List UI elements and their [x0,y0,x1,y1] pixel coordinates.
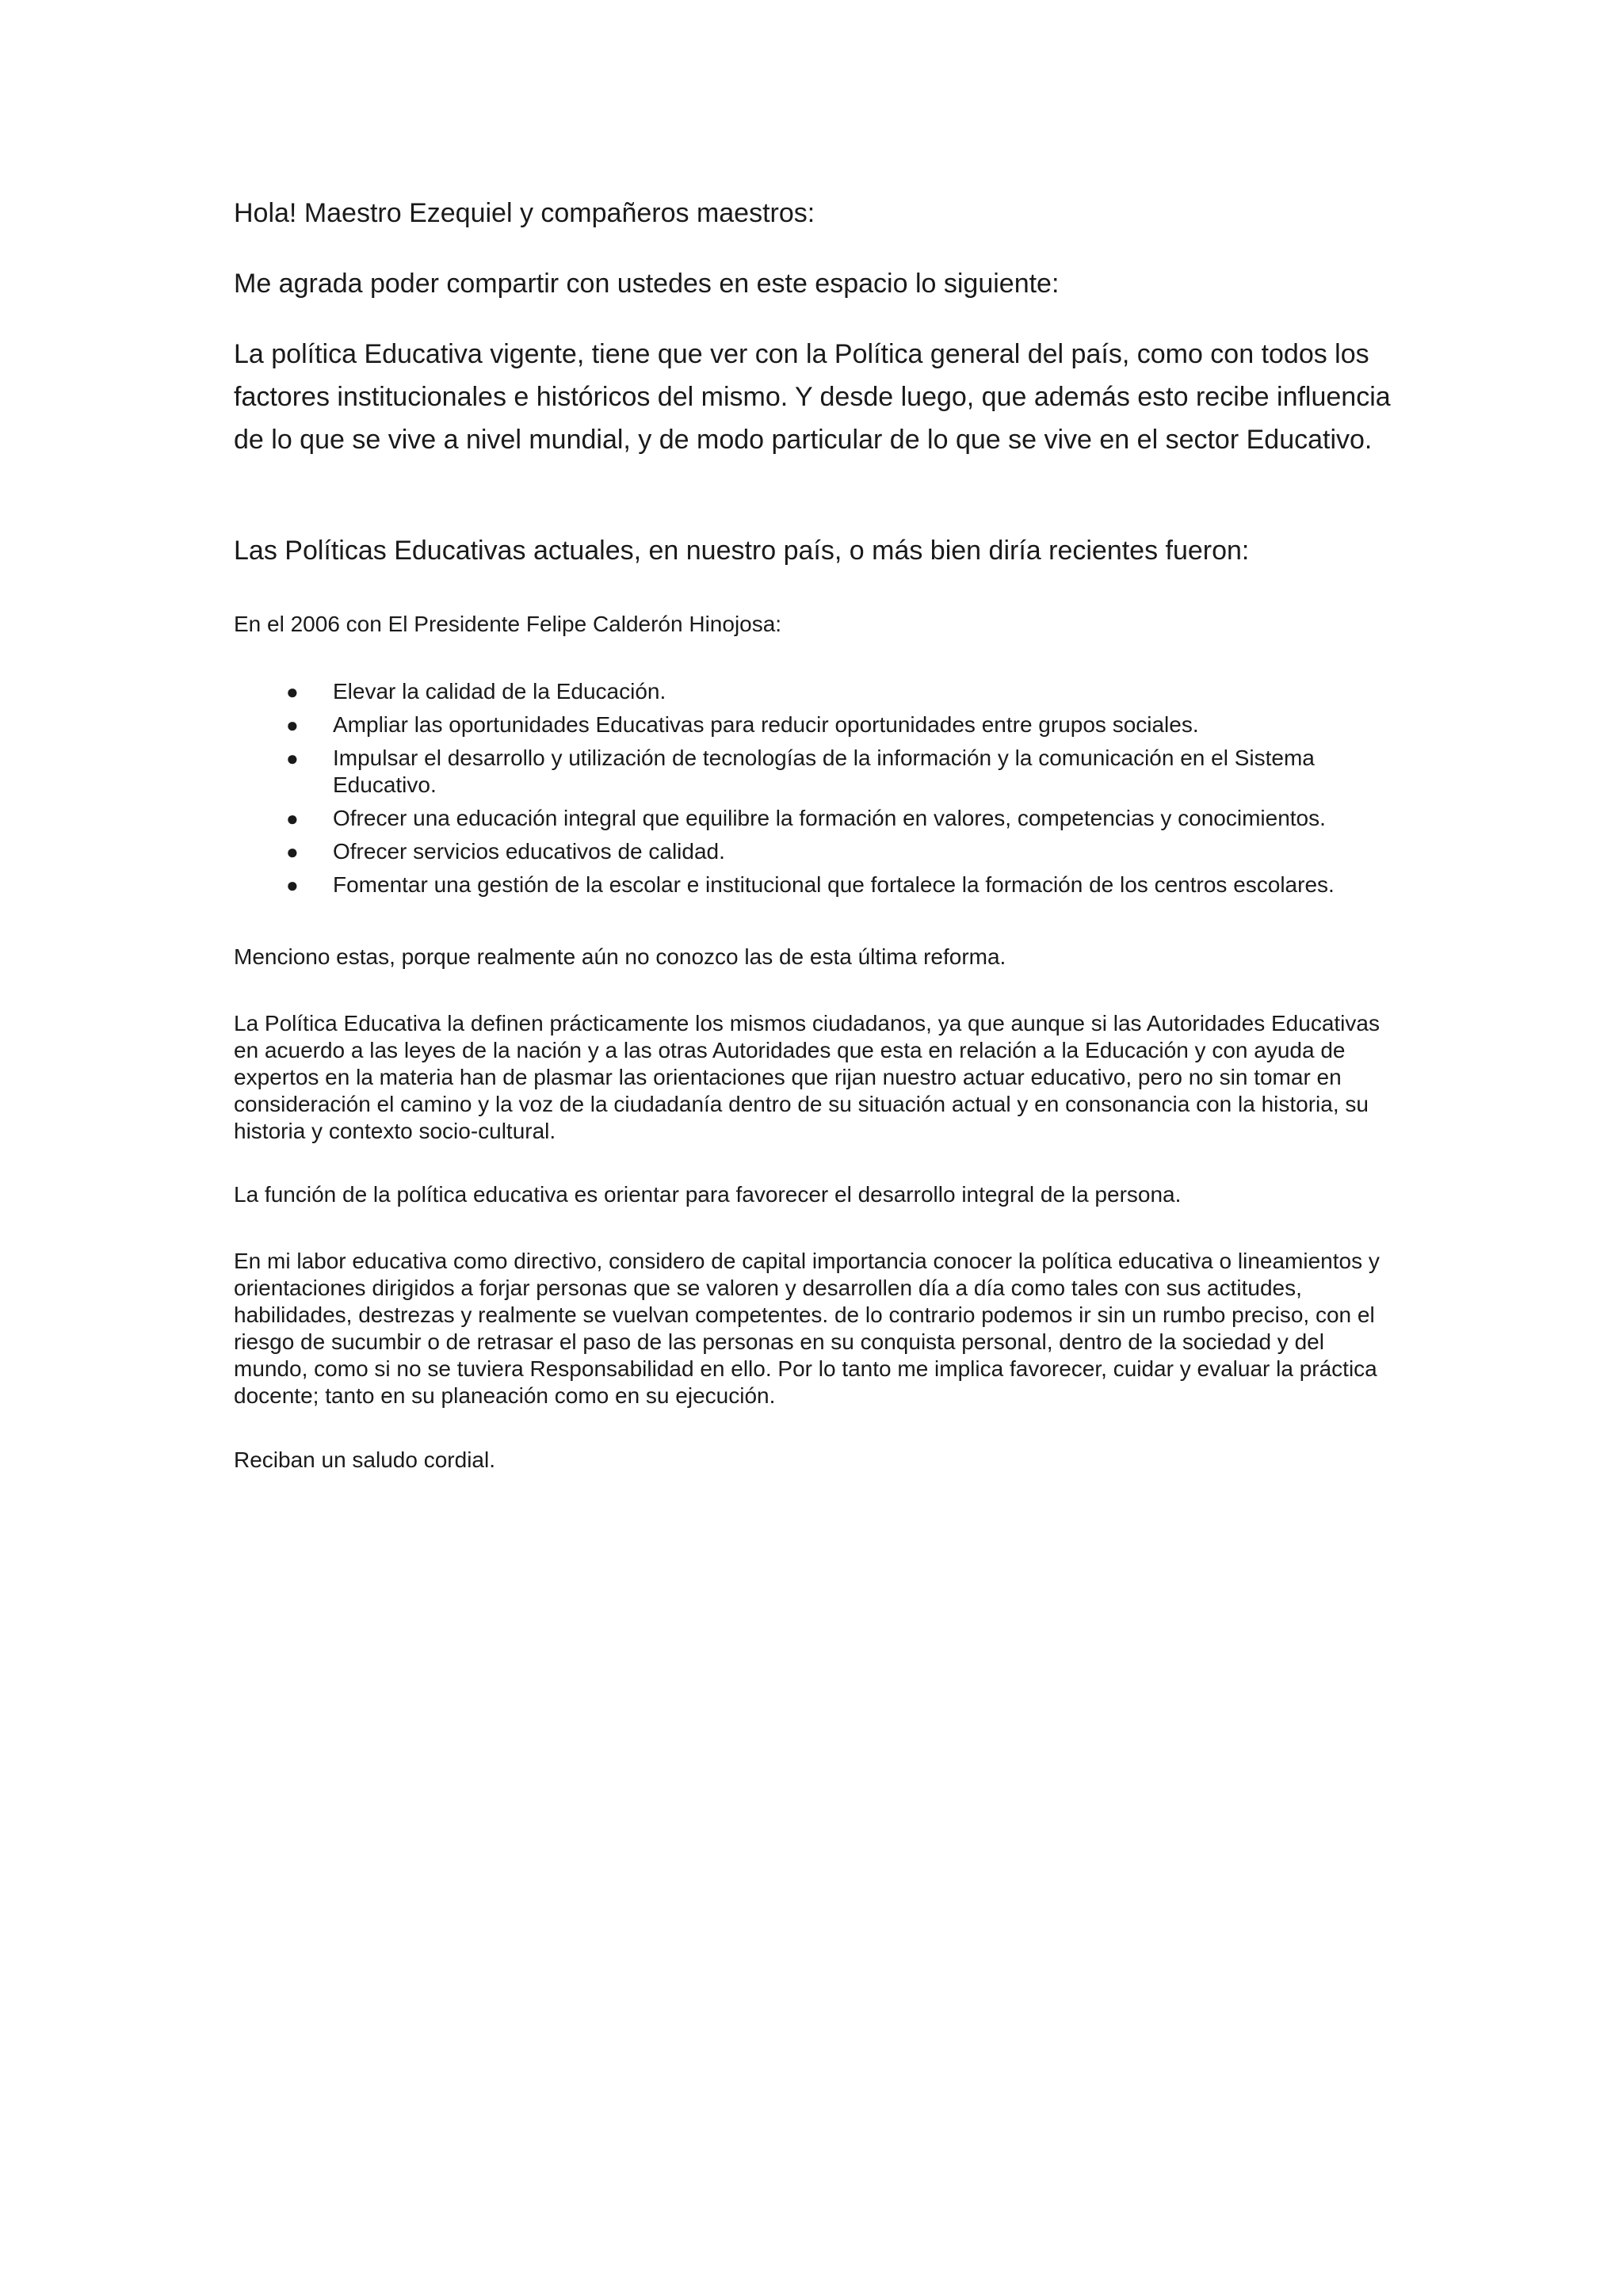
bullet-icon: ● [286,713,299,737]
list-item-text: Fomentar una gestión de la escolar e institucional que fortalece la formación de los centros escolares. [333,872,1335,897]
document-page [234,0,1399,2296]
function-paragraph: La función de la política educativa es orientar para favorecer el desarrollo integral de la persona. [234,1182,1182,1207]
closing-line: Reciban un saludo cordial. [234,1447,495,1472]
list-item [234,838,1399,865]
list-item-text: Elevar la calidad de la Educación. [333,679,666,704]
list-item-text: Ofrecer una educación integral que equilibre la formación en valores, competencias y conocimientos. [333,806,1326,830]
list-item-text: Ampliar las oportunidades Educativas para reducir oportunidades entre grupos sociales. [333,712,1199,737]
mention-paragraph: Menciono estas, porque realmente aún no conozco las de esta última reforma. [234,944,1006,969]
list-item [234,871,1399,898]
role-paragraph: En mi labor educativa como directivo, considero de capital importancia conocer la política educativa o lineamientos y orientaciones dirigidos a forjar personas que se valoren y desarrollen día a día como tales con sus actitudes, habilidades, destrezas y realmente se vuelvan competentes. de lo contrario podemos ir sin un rumbo preciso, con el riesgo de sucumbir o de retrasar el paso de las personas en su conquista personal, dentro de la sociedad y del mundo, como si no se tuviera Responsabilidad en ello. Por lo tanto me implica favorecer, cuidar y evaluar la práctica docente; tanto en su planeación como en su ejecución. [234,1249,1380,1408]
sexenio-intro: En el 2006 con El Presidente Felipe Calderón Hinojosa: [234,612,782,636]
list-item-text: Impulsar el desarrollo y utilización de tecnologías de la información y la comunicación en el Sistema Educativo. [333,746,1315,797]
policy-list [234,678,1399,905]
greeting: Hola! Maestro Ezequiel y compañeros maestros: [234,198,815,228]
definition-paragraph: La Política Educativa la definen prácticamente los mismos ciudadanos, ya que aunque si las Autoridades Educativas en acuerdo a las leyes de la nación y a las otras Autoridades que esta en relación a la Educación y con ayuda de expertos en la materia han de plasmar las orientaciones que rijan nuestro actuar educativo, pero no sin tomar en consideración el camino y la voz de la ciudadanía dentro de su situación actual y en consonancia con la historia, su historia y contexto socio-cultural. [234,1011,1380,1143]
list-item [234,805,1399,832]
policy-context-paragraph: La política Educativa vigente, tiene que ver con la Política general del país, como con todos los factores institucionales e históricos del mismo. Y desde luego, que además esto recibe influencia de lo que se vive a nivel mundial, y de modo particular de lo que se vive en el sector Educativo. [234,339,1391,455]
bullet-icon: ● [286,680,299,704]
bullet-icon: ● [286,873,299,897]
policies-lead-paragraph: Las Políticas Educativas actuales, en nuestro país, o más bien diría recientes fueron: [234,536,1250,566]
bullet-icon: ● [286,840,299,864]
intro-paragraph: Me agrada poder compartir con ustedes en este espacio lo siguiente: [234,269,1060,299]
list-item-text: Ofrecer servicios educativos de calidad. [333,839,725,864]
bullet-icon: ● [286,807,299,830]
list-item [234,745,1399,799]
list-item [234,711,1399,738]
bullet-icon: ● [286,746,299,770]
list-item [234,678,1399,705]
